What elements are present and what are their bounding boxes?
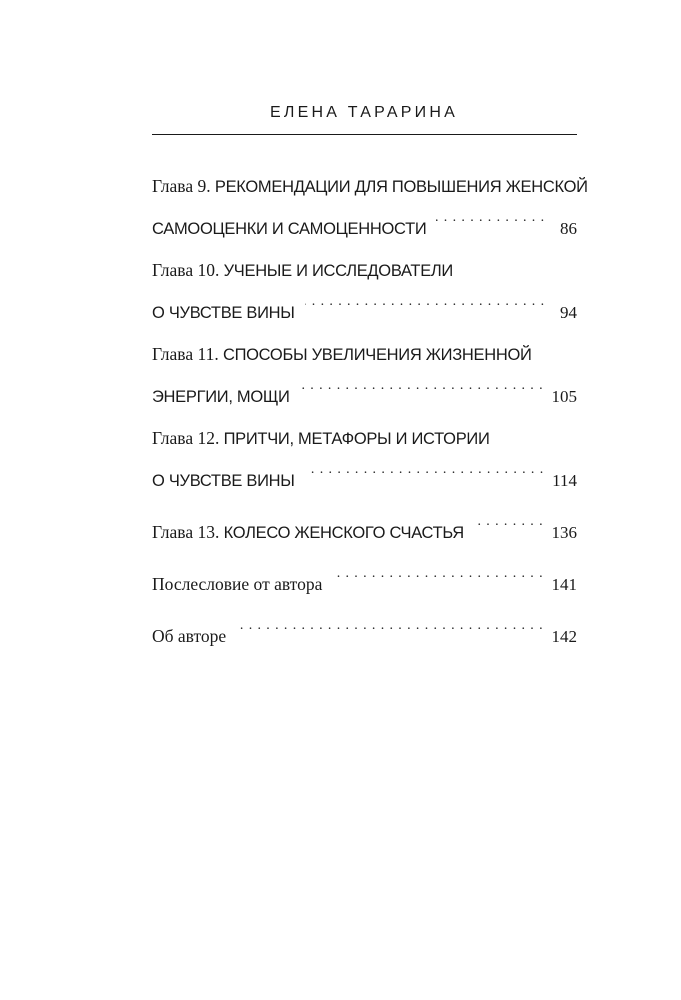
chapter-title-line-2: САМООЦЕНКИ И САМОЦЕННОСТИ bbox=[152, 220, 427, 238]
toc-entry-line-2 bbox=[152, 454, 577, 490]
chapter-title-line-1: РЕКОМЕНДАЦИИ ДЛЯ ПОВЫШЕНИЯ ЖЕНСКОЙ bbox=[214, 178, 588, 196]
page-number: 86 bbox=[560, 219, 577, 238]
chapter-title-line-1: СПОСОБЫ УВЕЛИЧЕНИЯ ЖИЗНЕННОЙ bbox=[222, 346, 532, 364]
dot-leader bbox=[236, 610, 543, 642]
toc-entry-chapter-10[interactable] bbox=[152, 254, 577, 322]
entry-label: Об авторе bbox=[152, 626, 227, 646]
toc-entry-line-2 bbox=[152, 370, 577, 406]
toc-entry-line-2 bbox=[152, 286, 577, 322]
toc-entry-line-1 bbox=[152, 506, 577, 542]
chapter-title-line-2: О ЧУВСТВЕ ВИНЫ bbox=[152, 472, 295, 490]
chapter-label: Глава 12. bbox=[152, 428, 220, 448]
dot-leader bbox=[305, 454, 545, 486]
toc-entry-chapter-9[interactable] bbox=[152, 170, 588, 238]
page-number: 105 bbox=[551, 387, 577, 406]
page-number: 136 bbox=[551, 523, 577, 542]
toc-entry-chapter-11[interactable] bbox=[152, 338, 577, 406]
toc-entry-about-author[interactable] bbox=[152, 610, 577, 646]
chapter-title-line-1: КОЛЕСО ЖЕНСКОГО СЧАСТЬЯ bbox=[223, 524, 464, 542]
chapter-title-line-1: УЧЕНЫЕ И ИССЛЕДОВАТЕЛИ bbox=[223, 262, 453, 280]
chapter-title-line-2: ЭНЕРГИИ, МОЩИ bbox=[152, 388, 290, 406]
dot-leader bbox=[300, 370, 544, 402]
chapter-title-line-2: О ЧУВСТВЕ ВИНЫ bbox=[152, 304, 295, 322]
toc-entry-line-1 bbox=[152, 170, 588, 202]
toc-entry-line-1 bbox=[152, 338, 577, 370]
dot-leader bbox=[436, 202, 545, 234]
page-number: 141 bbox=[551, 575, 577, 594]
header-rule bbox=[152, 134, 577, 135]
chapter-label: Глава 10. bbox=[152, 260, 220, 280]
chapter-label: Глава 9. bbox=[152, 176, 211, 196]
page-number: 142 bbox=[551, 627, 577, 646]
toc-entry-afterword[interactable] bbox=[152, 558, 577, 594]
toc-entry-line-1 bbox=[152, 254, 577, 286]
entry-label: Послесловие от автора bbox=[152, 574, 323, 594]
toc-entry-chapter-13[interactable] bbox=[152, 506, 577, 542]
toc-entry-line-1 bbox=[152, 558, 577, 594]
chapter-label: Глава 11. bbox=[152, 344, 219, 364]
toc-entry-chapter-12[interactable] bbox=[152, 422, 577, 490]
page-number: 94 bbox=[560, 303, 577, 322]
running-head: ЕЛЕНА ТАРАРИНА bbox=[270, 104, 458, 121]
chapter-title-line-1: ПРИТЧИ, МЕТАФОРЫ И ИСТОРИИ bbox=[223, 430, 490, 448]
toc-entry-line-1 bbox=[152, 610, 577, 646]
table-of-contents bbox=[152, 170, 588, 662]
toc-entry-line-2 bbox=[152, 202, 577, 238]
toc-entry-line-1 bbox=[152, 422, 577, 454]
dot-leader bbox=[305, 286, 545, 318]
dot-leader bbox=[332, 558, 543, 590]
dot-leader bbox=[474, 506, 544, 538]
page-number: 114 bbox=[552, 471, 577, 490]
chapter-label: Глава 13. bbox=[152, 522, 220, 542]
